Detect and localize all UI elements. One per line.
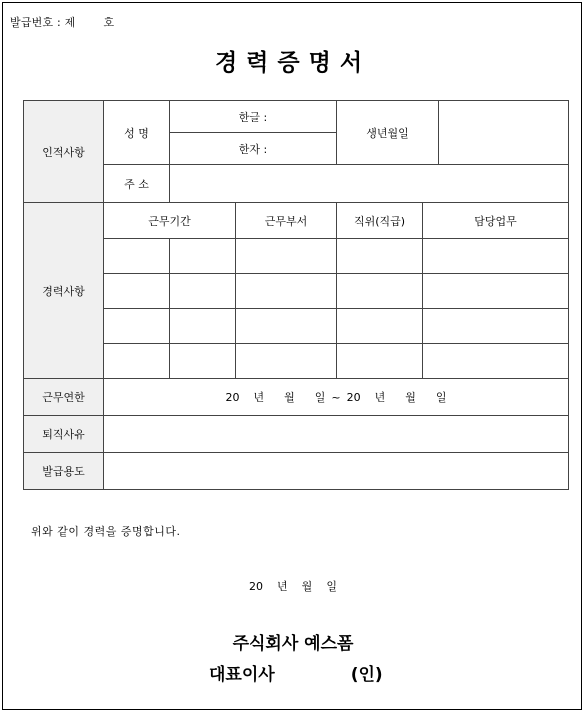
service-end-day-unit: 일	[435, 391, 447, 404]
service-period-field[interactable]	[104, 379, 569, 416]
career-row	[24, 239, 569, 274]
career-col-period: 근무기간	[104, 203, 236, 239]
page-title: 경력증명서	[214, 50, 372, 76]
career-row	[24, 309, 569, 344]
hangul-label: 한글 :	[238, 110, 268, 124]
hanja-name-field[interactable]	[170, 133, 337, 165]
ceo-signature-line	[209, 660, 383, 685]
retirement-reason-label: 퇴직사유	[24, 416, 104, 453]
period-end-cell[interactable]	[170, 309, 236, 344]
company-name: 주식회사 예스폼	[232, 634, 354, 654]
career-col-position: 직위(직급)	[337, 203, 423, 239]
seal-label: (인)	[350, 665, 383, 685]
service-end-month-unit: 월	[405, 391, 416, 404]
issue-number	[10, 14, 114, 30]
period-start-cell[interactable]	[104, 274, 170, 309]
date-year: 20	[249, 580, 264, 593]
date-month-unit: 월	[301, 580, 313, 593]
address-label: 주 소	[104, 165, 170, 203]
issue-date	[0, 578, 586, 594]
address-field[interactable]	[170, 165, 569, 203]
period-end-cell[interactable]	[170, 274, 236, 309]
position-cell[interactable]	[337, 239, 423, 274]
period-start-cell[interactable]	[104, 344, 170, 379]
service-start-day-unit: 일	[314, 391, 326, 404]
hangul-name-field[interactable]	[170, 101, 337, 133]
department-cell[interactable]	[236, 274, 337, 309]
department-cell[interactable]	[236, 239, 337, 274]
service-start-year: 20	[225, 391, 240, 404]
confirmation-text: 위와 같이 경력을 증명합니다.	[31, 525, 181, 538]
department-cell[interactable]	[236, 309, 337, 344]
service-end-year-unit: 년	[374, 391, 386, 404]
birth-date-label: 생년월일	[337, 101, 439, 165]
duty-cell[interactable]	[423, 239, 569, 274]
career-col-duty: 담당업무	[423, 203, 569, 239]
position-cell[interactable]	[337, 274, 423, 309]
career-row	[24, 274, 569, 309]
period-end-cell[interactable]	[170, 239, 236, 274]
duty-cell[interactable]	[423, 344, 569, 379]
date-day-unit: 일	[326, 580, 337, 593]
hanja-label: 한자 :	[238, 142, 268, 156]
career-col-department: 근무부서	[236, 203, 337, 239]
issue-number-label: 발급번호 : 제	[10, 16, 76, 29]
career-row	[24, 344, 569, 379]
service-end-year: 20	[346, 391, 361, 404]
retirement-reason-field[interactable]	[104, 416, 569, 453]
certificate-form	[23, 100, 569, 490]
birth-date-field[interactable]	[439, 101, 569, 165]
period-start-cell[interactable]	[104, 309, 170, 344]
period-start-cell[interactable]	[104, 239, 170, 274]
date-year-unit: 년	[277, 580, 288, 593]
service-tilde: ~	[331, 391, 341, 404]
service-start-month-unit: 월	[284, 391, 295, 404]
issue-purpose-field[interactable]	[104, 453, 569, 490]
ceo-label: 대표이사	[209, 665, 275, 685]
position-cell[interactable]	[337, 344, 423, 379]
service-period-label: 근무연한	[24, 379, 104, 416]
period-end-cell[interactable]	[170, 344, 236, 379]
name-label: 성 명	[104, 101, 170, 165]
issue-number-suffix: 호	[103, 16, 115, 29]
personal-section-label: 인적사항	[24, 101, 104, 203]
duty-cell[interactable]	[423, 274, 569, 309]
career-section-label: 경력사항	[24, 203, 104, 379]
duty-cell[interactable]	[423, 309, 569, 344]
service-start-year-unit: 년	[253, 391, 265, 404]
issue-purpose-label: 발급용도	[24, 453, 104, 490]
department-cell[interactable]	[236, 344, 337, 379]
position-cell[interactable]	[337, 309, 423, 344]
